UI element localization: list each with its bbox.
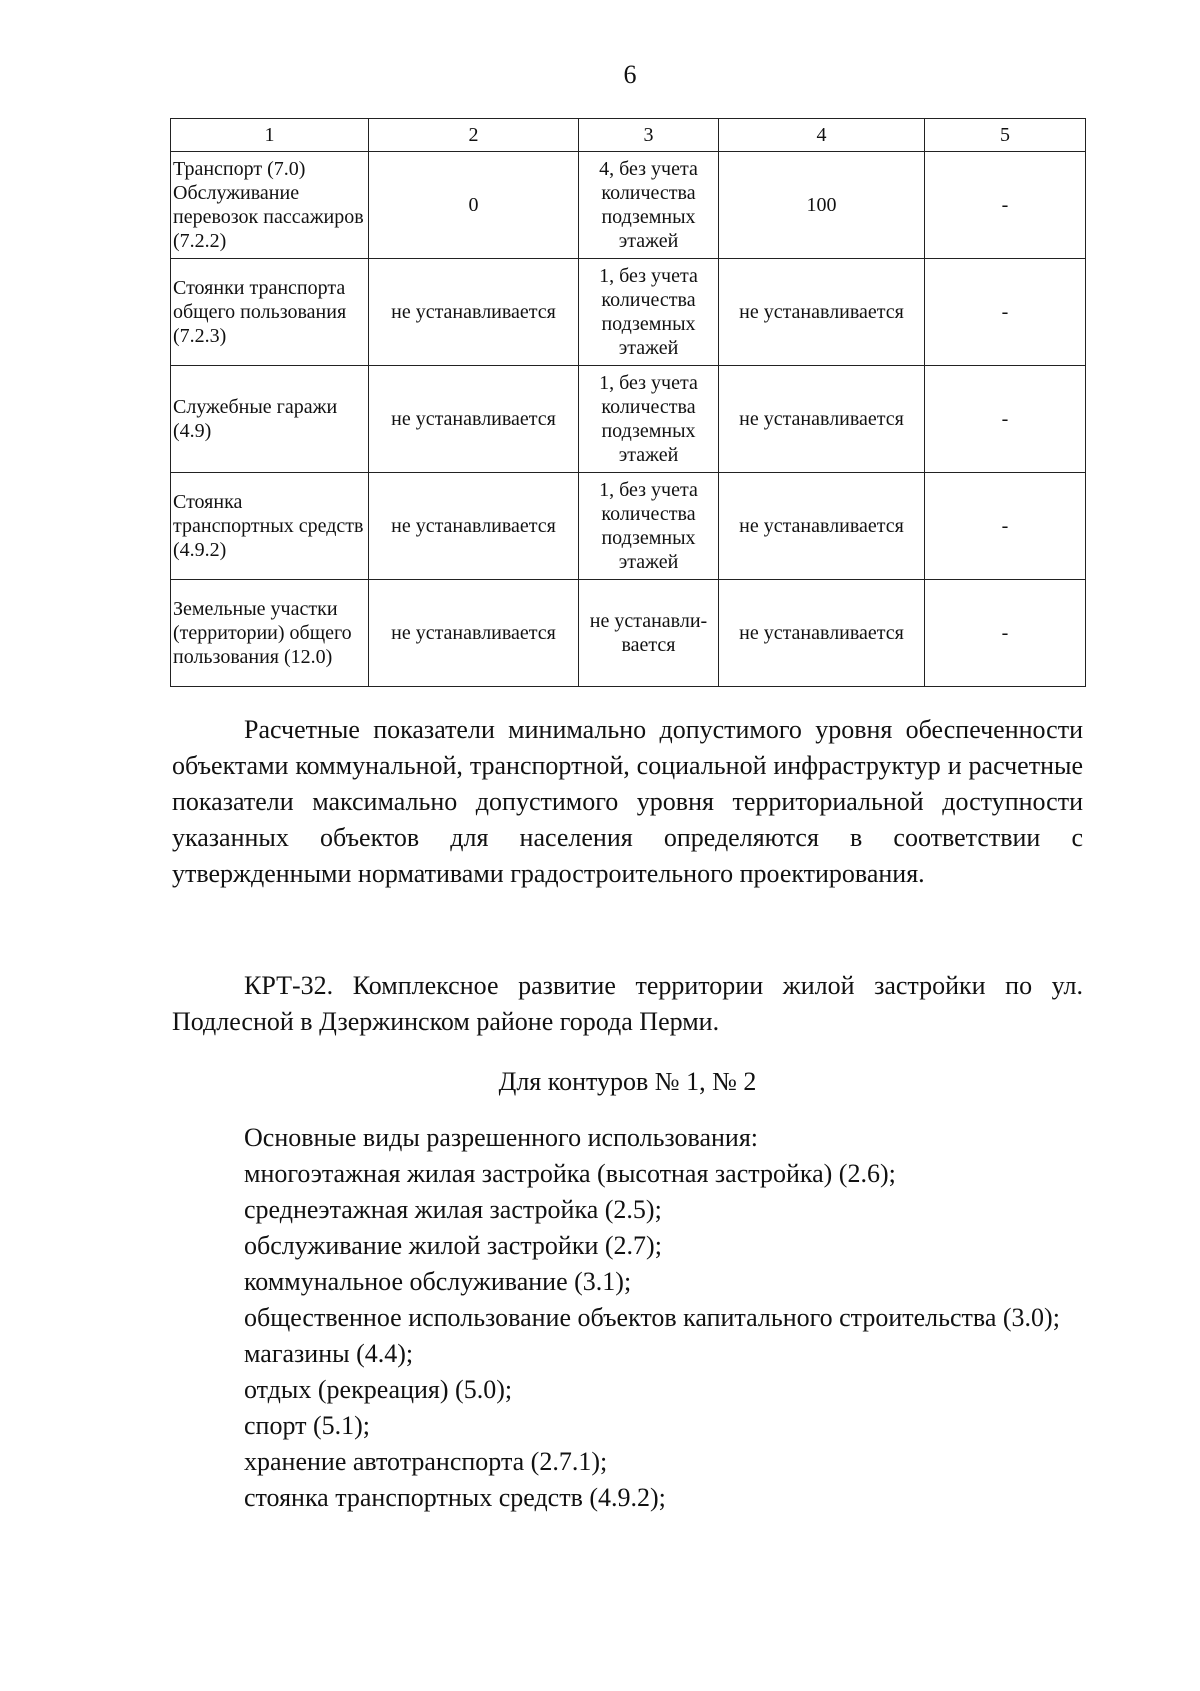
list-item: спорт (5.1); [244,1411,371,1440]
permitted-uses-list [172,1120,1083,1516]
page-number: 6 [623,60,637,89]
table-cell: не устанавливается [719,366,925,473]
list-item: коммунальное обслуживание (3.1); [244,1267,632,1296]
column-header: 3 [579,119,719,152]
table-cell: не устанавливается [369,366,579,473]
table-cell: 1, без учета количества подземных этажей [579,473,719,580]
list-item: стоянка транспортных средств (4.9.2); [244,1483,666,1512]
table-cell: - [925,580,1086,687]
table-cell: - [925,152,1086,259]
table-cell: - [925,473,1086,580]
table-cell: Земельные участки (территории) общего пользования (12.0) [171,580,369,687]
table-cell: не устанавливается [369,473,579,580]
column-header: 2 [369,119,579,152]
list-item: многоэтажная жилая застройка (высотная застройка) (2.6); [244,1159,896,1188]
column-header: 1 [171,119,369,152]
table-cell: не устанавливается [719,259,925,366]
table-cell: не устанавливается [719,473,925,580]
paragraph-text: КРТ-32. Комплексное развитие территории жилой застройки по ул. Подлесной в Дзержинском районе города Перми. [172,971,1083,1036]
table-cell: не устанавливается [369,580,579,687]
table-cell: не устанавливается [719,580,925,687]
table-header-row [171,119,1086,152]
list-item: хранение автотранспорта (2.7.1); [244,1447,608,1476]
list-heading: Основные виды разрешенного использования: [244,1123,759,1152]
table-cell: - [925,366,1086,473]
table-cell: 1, без учета количества подземных этажей [579,366,719,473]
table-row [171,259,1086,366]
list-item: среднеэтажная жилая застройка (2.5); [244,1195,662,1224]
table-cell: Стоянки транспорта общего пользования (7.2.3) [171,259,369,366]
table-cell: Транспорт (7.0) Обслуживание перевозок пассажиров (7.2.2) [171,152,369,259]
table-cell: Служебные гаражи (4.9) [171,366,369,473]
table-cell: не устанавливается [369,259,579,366]
table-cell: 0 [369,152,579,259]
table-cell: - [925,259,1086,366]
table-cell: 1, без учета количества подземных этажей [579,259,719,366]
list-item: общественное использование объектов капитального строительства (3.0); [244,1303,1060,1332]
table-cell: не устанавли-вается [579,580,719,687]
table-row [171,473,1086,580]
settlement-indicators-paragraph [172,712,1083,892]
table-cell: 4, без учета количества подземных этажей [579,152,719,259]
regulations-table [170,118,1086,687]
list-item: магазины (4.4); [244,1339,414,1368]
table-cell: 100 [719,152,925,259]
table-cell: Стоянка транспортных средств (4.9.2) [171,473,369,580]
krt-32-paragraph [172,968,1083,1040]
table-row [171,152,1086,259]
contours-heading: Для контуров № 1, № 2 [498,1067,757,1096]
column-header: 5 [925,119,1086,152]
paragraph-text: Расчетные показатели минимально допустимого уровня обеспеченности объектами коммунальной, транспортной, социальной инфраструктур и расчетные показатели максимально допустимого уровня территориальной доступности указанных объектов для населения определяются в соответствии с утвержденными нормативами градостроительного проектирования. [172,715,1083,888]
table-row [171,580,1086,687]
list-item: отдых (рекреация) (5.0); [244,1375,513,1404]
column-header: 4 [719,119,925,152]
table-row [171,366,1086,473]
list-item: обслуживание жилой застройки (2.7); [244,1231,662,1260]
